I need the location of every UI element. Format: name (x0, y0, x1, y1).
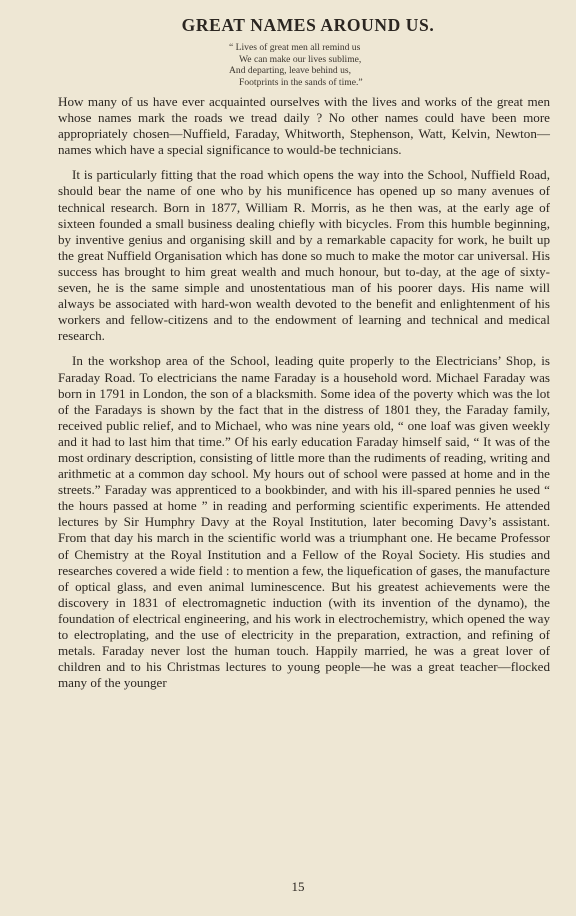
paragraph-faraday: In the workshop area of the School, leading quite properly to the Electricians’ Shop, is Faraday Road. To electricians the name Faraday is a household word. Michael Faraday was born in 1791 in London, the son of a blacksmith. Some idea of the poverty which was the lot of the Faradays is shown by the fact that in the distress of 1801 they, the Faraday family, received public relief, and to Michael, who was nine years old, “ one loaf was given weekly and it had to last him that time.” Of his early education Faraday himself said, “ It was of the most ordinary description, consisting of little more than the rudiments of reading, writing and arithmetic at a common day school. My hours out of school were passed at home and in the streets.” Faraday was apprenticed to a bookbinder, and with his ill-spared pennies he used “ the hours passed at home ” in reading and performing scientific experiments. He attended lectures by Sir Humphry Davy at the Royal Institution, later becoming Davy’s assistant. From that day his march in the scientific world was a triumphant one. He became Professor of Chemistry at the Royal Institution and a Fellow of the Royal Society. His studies and researches covered a wide field : to mention a few, the liquefication of gases, the manufacture of optical glass, and even animal luminescence. But his greatest achievements were the discovery in 1831 of electromagnetic induction (with its invention of the dynamo), the foundation of electrical engineering, and his work in electrochemistry, which opened the way to electroplating, and the use of electricity in the preparation, extraction, and refining of metals. Faraday never lost the human touch. Happily married, he was a great lover of children and to his Christmas lectures to young people—he was a great teacher—flocked many of the younger (58, 353, 550, 691)
poem-line: Footprints in the sands of time.” (239, 76, 363, 88)
poem-line: “ Lives of great men all remind us (229, 42, 361, 53)
poem-line: And departing, leave behind us, (229, 65, 352, 76)
page-number: 15 (291, 879, 305, 894)
poem-line: We can make our lives sublime, (239, 53, 362, 65)
page-title: GREAT NAMES AROUND US. (181, 15, 435, 35)
paragraph-intro: How many of us have ever acquainted ourselves with the lives and works of the great men whose names mark the roads we tread daily ? No other names could have been more appropriately chosen—Nuffield, Faraday, Whitworth, Stephenson, Watt, Kelvin, Newton—names which have a special significance to would-be technicians. (58, 94, 550, 158)
paragraph-nuffield: It is particularly fitting that the road which opens the way into the School, Nuffield Road, should bear the name of one who by his munificence has opened up so many avenues of technical research. Born in 1877, William R. Morris, as he then was, at the early age of sixteen founded a small business dealing chiefly with bicycles. From this humble beginning, by inventive genius and organising skill and by a remarkable capacity for work, he built up the great Nuffield Organisation which has done so much to make the motor car universal. His success has brought to him great wealth and much honour, but to-day, at the age of sixty-seven, he is the same simple and unostentatious man of his poorer days. His name will always be associated with hard-won wealth devoted to the benefit and enlightenment of his workers and fellow-citizens and to the endowment of learning and technical and medical research. (58, 167, 550, 344)
epigraph-poem (229, 42, 449, 88)
